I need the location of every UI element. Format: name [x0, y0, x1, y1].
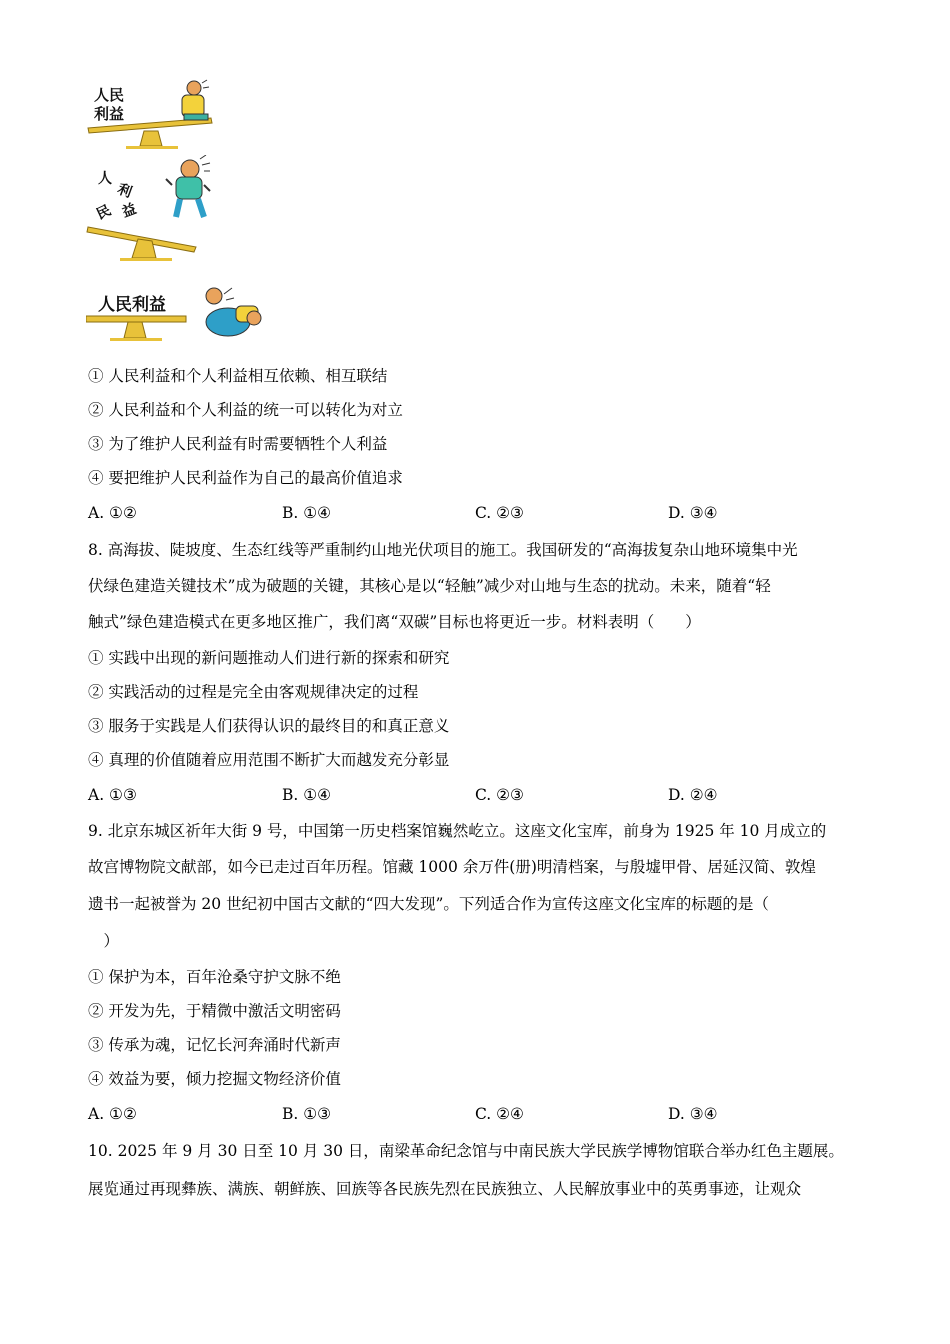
q9-stem-line-2: 故宫博物院文献部，如今已走过百年历程。馆藏 1000 余万件(册)明清档案，与殷墟甲骨、居延汉简、敦煌	[88, 858, 816, 876]
q9-stem-line-3: 遗书一起被誉为 20 世纪初中国古文献的“四大发现”。下列适合作为宣传这座文化宝库的标题的是（	[88, 895, 769, 913]
q9-statement-4: ④ 效益为要，倾力挖掘文物经济价值	[88, 1070, 341, 1088]
cartoon-label-liyi: 利益	[94, 105, 125, 123]
cartoon-char-2: 利	[115, 181, 134, 202]
q9-option-d[interactable]: D. ③④	[668, 1105, 718, 1123]
cartoon-seesaw-balanced	[86, 78, 216, 154]
q7-option-d[interactable]: D. ③④	[668, 504, 718, 522]
q7-statement-1: ① 人民利益和个人利益相互依赖、相互联结	[88, 367, 388, 385]
q8-statement-3: ③ 服务于实践是人们获得认识的最终目的和真正意义	[88, 717, 450, 735]
q8-statement-2: ② 实践活动的过程是完全由客观规律决定的过程	[88, 683, 419, 701]
q7-option-b[interactable]: B. ①④	[282, 504, 332, 522]
q8-stem-line-2: 伏绿色建造关键技术”成为破题的关键，其核心是以“轻触”减少对山地与生态的扰动。未来，随着“轻	[88, 577, 771, 595]
q9-stem-line-1: 9. 北京东城区祈年大街 9 号，中国第一历史档案馆巍然屹立。这座文化宝库，前身为 1925 年 10 月成立的	[88, 822, 827, 840]
q7-statement-4: ④ 要把维护人民利益作为自己的最高价值追求	[88, 469, 403, 487]
q7-statement-3: ③ 为了维护人民利益有时需要牺牲个人利益	[88, 435, 388, 453]
q9-statement-1: ① 保护为本，百年沧桑守护文脉不绝	[88, 968, 341, 986]
cartoon-seesaw-jumping	[86, 155, 236, 267]
q7-option-c[interactable]: C. ②③	[475, 504, 524, 522]
q10-stem-line-1: 10. 2025 年 9 月 30 日至 10 月 30 日，南梁革命纪念馆与中南民族大学民族学博物馆联合举办红色主题展。	[88, 1142, 844, 1160]
q8-option-b[interactable]: B. ①④	[282, 786, 332, 804]
q8-option-a[interactable]: A. ①③	[88, 786, 137, 804]
q9-stem-line-4: ）	[88, 932, 120, 950]
q9-statement-3: ③ 传承为魂，记忆长河奔涌时代新声	[88, 1036, 341, 1054]
cartoon-char-3: 民	[94, 202, 114, 224]
q8-stem-line-1: 8. 高海拔、陡坡度、生态红线等严重制约山地光伏项目的施工。我国研发的“高海拔复杂山地环境集中光	[88, 541, 798, 559]
cartoon-label-renmin: 人民	[94, 86, 125, 104]
cartoon-label-renmin-liyi: 人民利益	[98, 295, 166, 315]
q7-statement-2: ② 人民利益和个人利益的统一可以转化为对立	[88, 401, 403, 419]
q8-option-d[interactable]: D. ②④	[668, 786, 718, 804]
q9-option-a[interactable]: A. ①②	[88, 1105, 137, 1123]
cartoon-char-4: 益	[120, 201, 139, 221]
q9-statement-2: ② 开发为先，于精微中激活文明密码	[88, 1002, 341, 1020]
q9-option-b[interactable]: B. ①③	[282, 1105, 332, 1123]
q8-option-c[interactable]: C. ②③	[475, 786, 524, 804]
q8-statement-4: ④ 真理的价值随着应用范围不断扩大而越发充分彰显	[88, 751, 450, 769]
q9-option-c[interactable]: C. ②④	[475, 1105, 524, 1123]
cartoon-seesaw-fallen	[86, 282, 276, 346]
cartoon-char-1: 人	[98, 171, 112, 187]
q8-stem-line-3: 触式”绿色建造模式在更多地区推广，我们离“双碳”目标也将更近一步。材料表明（ ）	[88, 613, 701, 631]
q7-option-a[interactable]: A. ①②	[88, 504, 137, 522]
q10-stem-line-2: 展览通过再现彝族、满族、朝鲜族、回族等各民族先烈在民族独立、人民解放事业中的英勇事迹，让观众	[88, 1180, 802, 1198]
q8-statement-1: ① 实践中出现的新问题推动人们进行新的探索和研究	[88, 649, 450, 667]
